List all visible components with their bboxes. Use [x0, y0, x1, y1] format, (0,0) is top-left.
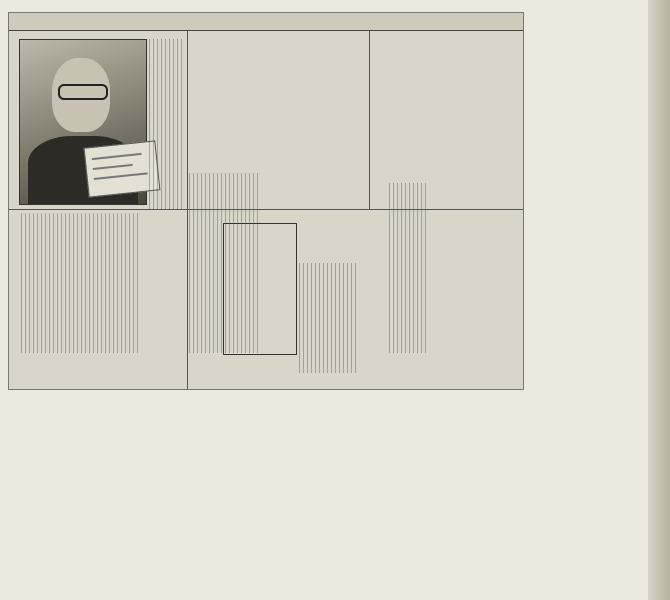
- official-portrait-photo: [19, 39, 147, 205]
- newspaper-masthead: [9, 13, 523, 31]
- newspaper-clipping: [8, 12, 524, 390]
- book-binding-edge: [648, 0, 670, 600]
